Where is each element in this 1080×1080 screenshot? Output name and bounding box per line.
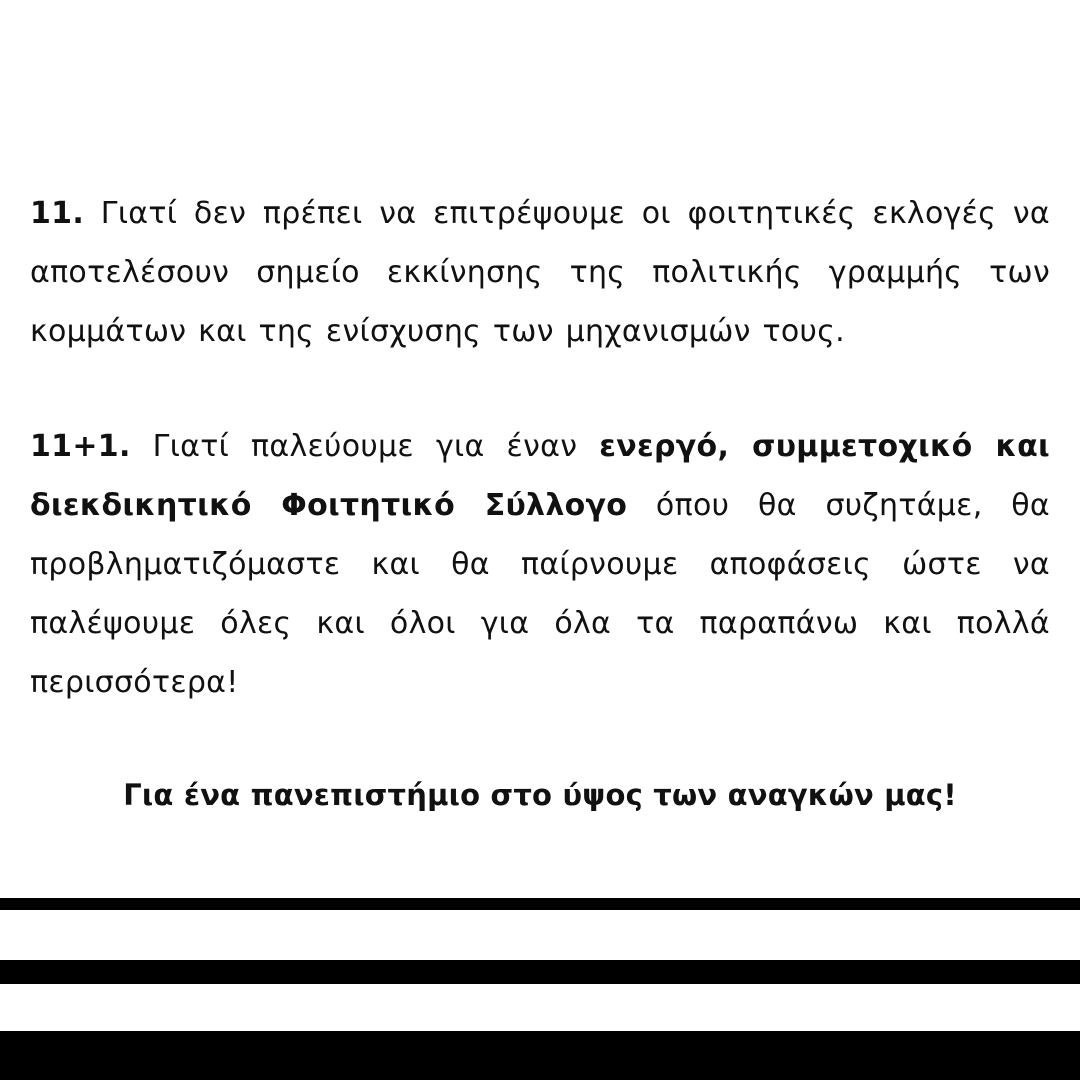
point-11-plus-1-paragraph: [30, 417, 1050, 712]
point-11-number: 11.: [30, 196, 85, 231]
point-11-text: Γιατί δεν πρέπει να επιτρέψουμε οι φοιτητικές εκλογές να αποτελέσουν σημείο εκκίνησης της πολιτικής γραμμής των κομμάτων και της ενίσχυσης των μηχανισμών τους.: [30, 196, 1050, 349]
point-11-plus-1-emphasis: ενεργό, συμμετοχικό και διεκδικητικό Φοιτητικό Σύλλογο: [30, 429, 1051, 523]
decorative-stripe-thin: [0, 898, 1080, 910]
closing-slogan: Για ένα πανεπιστήμιο στο ύψος των αναγκών μας!: [123, 778, 957, 812]
point-11-plus-1-outro: όπου θα συζητάμε, θα προβληματιζόμαστε και θα παίρνουμε αποφάσεις ώστε να παλέψουμε όλες και όλοι για όλα τα παραπάνω και πολλά περισσότερα!: [30, 488, 1051, 700]
text-content: [30, 184, 1050, 825]
decorative-stripe-thick: [0, 1031, 1080, 1080]
point-11-paragraph: [30, 184, 1050, 361]
decorative-stripe-medium: [0, 960, 1080, 984]
point-11-plus-1-intro: Γιατί παλεύουμε για έναν: [130, 429, 600, 464]
point-11-plus-1-number: 11+1.: [30, 429, 131, 464]
